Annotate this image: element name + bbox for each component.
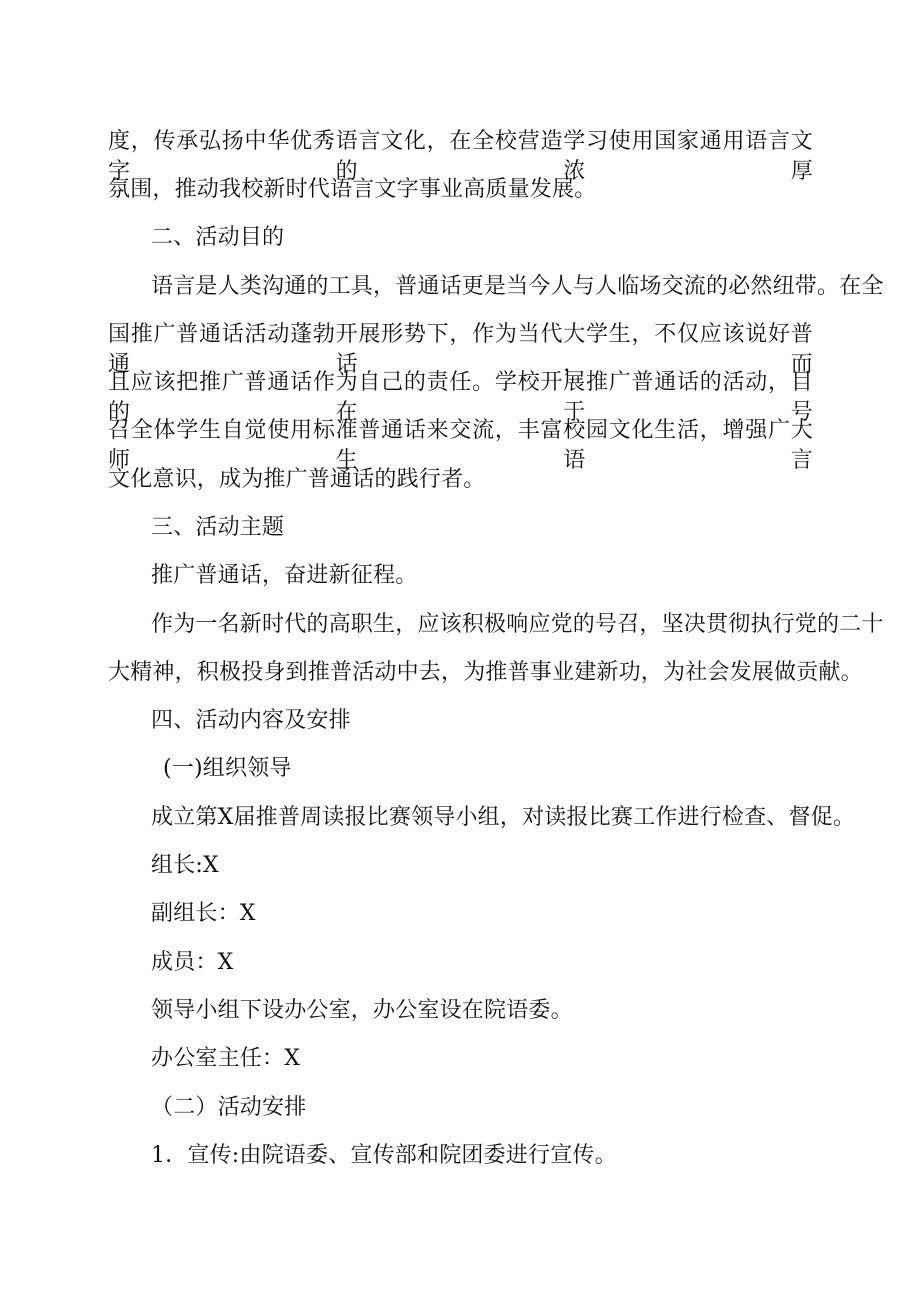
section-4-heading: 四、活动内容及安排 bbox=[151, 708, 351, 733]
intro-paragraph-line-2: 氛围，推动我校新时代语言文字事业高质量发展。 bbox=[108, 177, 597, 202]
subsection-2-heading: （二）活动安排 bbox=[151, 1095, 307, 1120]
office-note: 领导小组下设办公室，办公室设在院语委。 bbox=[151, 998, 573, 1023]
section-2-heading: 二、活动目的 bbox=[151, 225, 285, 250]
section-2-paragraph-line-2: 国推广普通话活动蓬勃开展形势下，作为当代大学生，不仅应该说好普通话，而 bbox=[108, 322, 813, 377]
vice-leader-line: 副组长：X bbox=[151, 901, 256, 926]
section-2-paragraph-line-5: 文化意识，成为推广普通话的践行者。 bbox=[108, 467, 486, 492]
subsection-1-heading: (一)组织领导 bbox=[163, 756, 292, 781]
intro-paragraph-line-1: 度，传承弘扬中华优秀语言文化，在全校营造学习使用国家通用语言文字的浓厚 bbox=[108, 129, 813, 184]
activity-item-1: 1．宣传:由院语委、宣传部和院团委进行宣传。 bbox=[151, 1143, 617, 1168]
members-line: 成员：X bbox=[151, 950, 234, 975]
section-3-paragraph-line-2: 大精神，积极投身到推普活动中去，为推普事业建新功，为社会发展做贡献。 bbox=[108, 660, 863, 685]
section-2-paragraph-line-4: 召全体学生自觉使用标准普通话来交流，丰富校园文化生活，增强广大师生语言 bbox=[108, 418, 813, 473]
leader-line: 组长:X bbox=[151, 853, 219, 878]
section-2-paragraph-line-1: 语言是人类沟通的工具，普通话更是当今人与人临场交流的必然纽带。在全 bbox=[151, 274, 884, 299]
section-3-theme: 推广普通话，奋进新征程。 bbox=[151, 563, 418, 588]
section-2-paragraph-line-3: 且应该把推广普通话作为自己的责任。学校开展推广普通话的活动，目的在于号 bbox=[108, 370, 813, 425]
subsection-1-paragraph: 成立第X届推普周读报比赛领导小组，对读报比赛工作进行检查、督促。 bbox=[151, 805, 856, 830]
office-director-line: 办公室主任：X bbox=[151, 1046, 301, 1071]
section-3-paragraph-line-1: 作为一名新时代的高职生，应该积极响应党的号召，坚决贯彻执行党的二十 bbox=[151, 612, 884, 637]
section-3-heading: 三、活动主题 bbox=[151, 515, 285, 540]
